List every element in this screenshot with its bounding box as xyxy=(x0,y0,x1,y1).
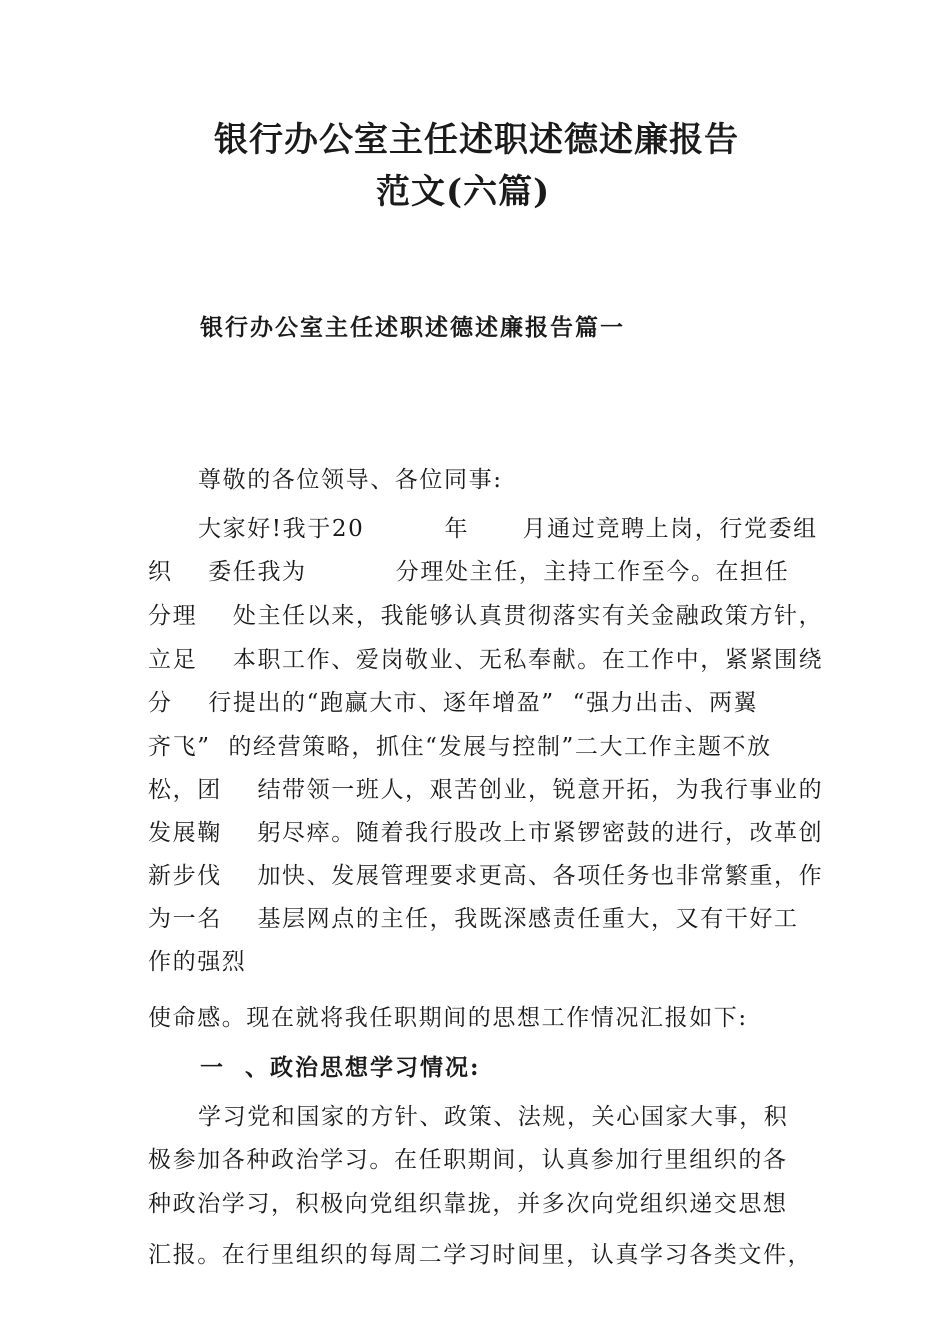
paragraph-line: 发展鞠 躬尽瘁。随着我行股改上市紧锣密鼓的进行，改革创 xyxy=(148,820,824,846)
paragraph-line: 学习党和国家的方针、政策、法规，关心国家大事，积 xyxy=(198,1104,789,1130)
paragraph-line: 分理 处主任以来，我能够认真贯彻落实有关金融政策方针， xyxy=(148,603,824,629)
subheading-political-study: 一 、政治思想学习情况: xyxy=(200,1054,481,1081)
paragraph-line: 新步伐 加快、发展管理要求更高、各项任务也非常繁重，作 xyxy=(148,863,824,889)
paragraph-line: 大家好!我于20 年 月通过竞聘上岗，行党委组 xyxy=(198,516,818,542)
paragraph-line: 作的强烈 xyxy=(148,949,247,975)
document-title-line-1: 银行办公室主任述职述德述廉报告 xyxy=(214,120,739,160)
paragraph-line: 汇报。在行里组织的每周二学习时间里，认真学习各类文件， xyxy=(148,1242,813,1268)
document-title-line-2: 范文(六篇) xyxy=(376,172,551,212)
paragraph-line: 种政治学习，积极向党组织靠拢，并多次向党组织递交思想 xyxy=(148,1191,788,1217)
paragraph-line: 齐飞” 的经营策略，抓住“发展与控制”二大工作主题不放 xyxy=(148,734,772,760)
paragraph-line: 织 委任我为 分理处主任，主持工作至今。在担任 xyxy=(148,559,790,585)
paragraph-line: 使命感。现在就将我任职期间的思想工作情况汇报如下: xyxy=(148,1005,748,1031)
paragraph-line: 松，团 结带领一班人，艰苦创业，锐意开拓，为我行事业的 xyxy=(148,777,824,803)
section-heading: 银行办公室主任述职述德述廉报告篇一 xyxy=(200,314,625,341)
paragraph-line: 极参加各种政治学习。在任职期间，认真参加行里组织的各 xyxy=(148,1147,788,1173)
greeting: 尊敬的各位领导、各位同事: xyxy=(198,467,503,493)
paragraph-line: 分 行提出的“跑赢大市、逐年增盈” “强力出击、两翼 xyxy=(148,690,759,716)
paragraph-line: 立足 本职工作、爱岗敬业、无私奉献。在工作中，紧紧围绕 xyxy=(148,647,824,673)
paragraph-line: 为一名 基层网点的主任，我既深感责任重大，又有干好工 xyxy=(148,906,799,932)
